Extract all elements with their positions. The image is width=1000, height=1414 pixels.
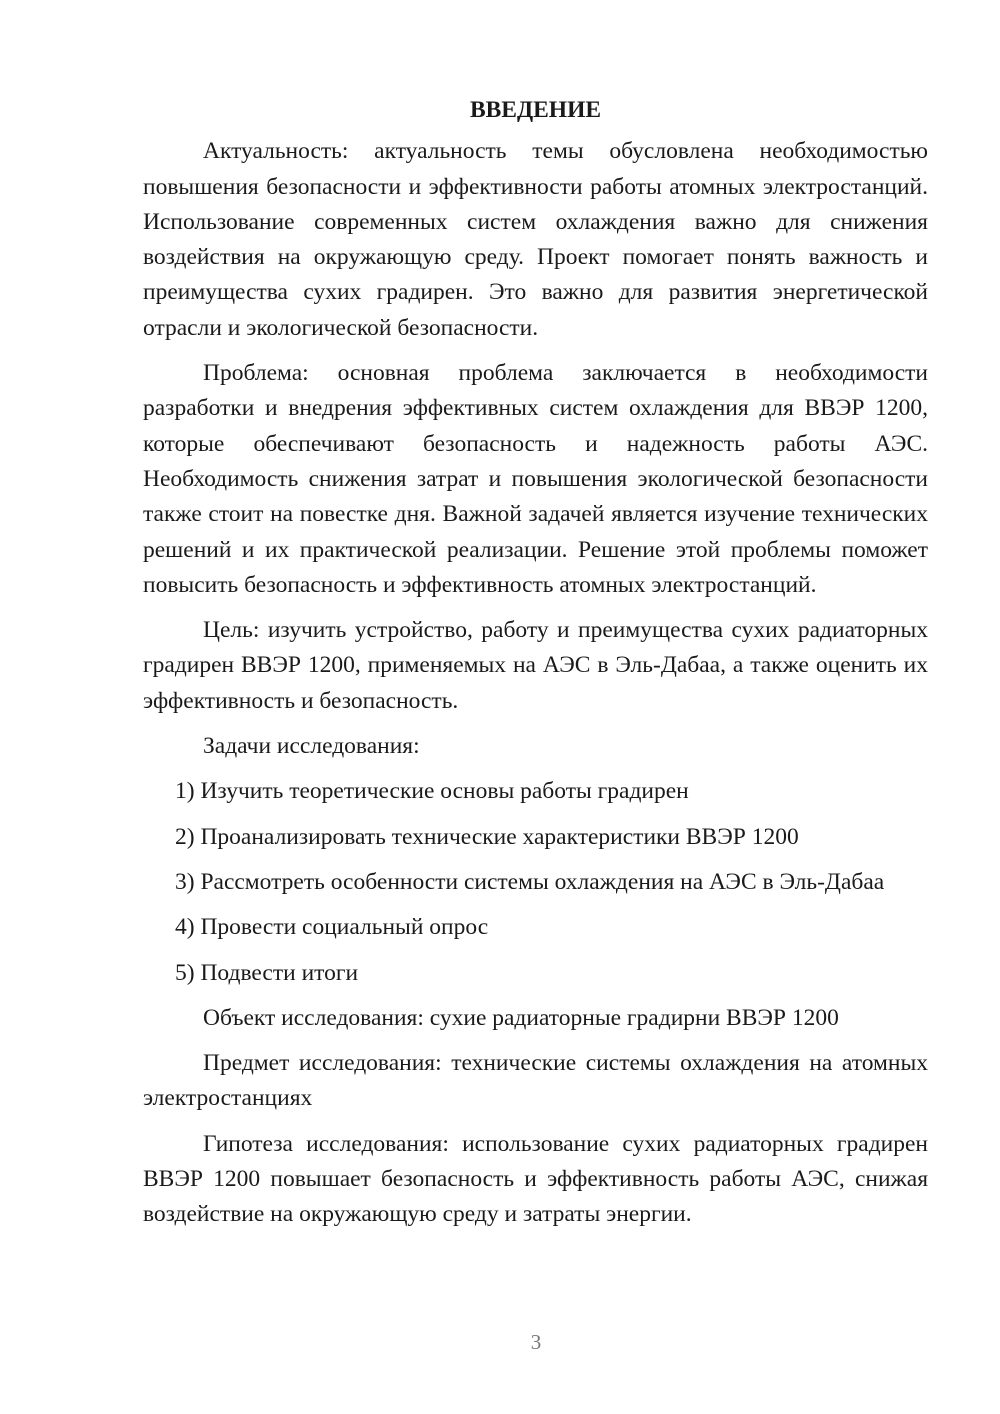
task-item: 3) Рассмотреть особенности системы охлаждения на АЭС в Эль-Дабаа	[175, 868, 885, 895]
problem-paragraph: Проблема: основная проблема заключается в необходимости разработки и внедрения эффективных систем охлаждения для ВВЭР 1200, которые обеспечивают безопасность и надежность работы АЭС. Необходимость снижения затрат и повышения экологической безопасности также стоит на повестке дня. Важной задачей является изучение технических решений и их практической реализации. Решение этой проблемы поможет повысить безопасность и эффективность атомных электростанций.	[143, 360, 928, 598]
task-item: 4) Провести социальный опрос	[175, 914, 489, 941]
task-item: 2) Проанализировать технические характеристики ВВЭР 1200	[175, 823, 799, 850]
hypothesis-paragraph: Гипотеза исследования: использование сухих радиаторных градирен ВВЭР 1200 повышает безопасность и эффективность работы АЭС, снижая воздействие на окружающую среду и затраты энергии.	[143, 1130, 928, 1228]
relevance-paragraph: Актуальность: актуальность темы обусловлена необходимостью повышения безопасности и эффективности работы атомных электростанций. Использование современных систем охлаждения важно для снижения воздействия на окружающую среду. Проект помогает понять важность и преимущества сухих градирен. Это важно для развития энергетической отрасли и экологической безопасности.	[143, 138, 928, 341]
task-item: 1) Изучить теоретические основы работы градирен	[175, 778, 689, 805]
object-paragraph: Объект исследования: сухие радиаторные градирни ВВЭР 1200	[203, 1004, 839, 1031]
tasks-list	[143, 774, 928, 990]
page-number: 3	[530, 1330, 542, 1354]
tasks-heading: Задачи исследования:	[203, 733, 420, 760]
section-title: ВВЕДЕНИЕ	[469, 97, 602, 123]
subject-paragraph: Предмет исследования: технические системы охлаждения на атомных электростанциях	[143, 1050, 928, 1112]
page-body	[143, 93, 928, 1243]
goal-paragraph: Цель: изучить устройство, работу и преимущества сухих радиаторных градирен ВВЭР 1200, применяемых на АЭС в Эль-Дабаа, а также оценить их эффективность и безопасность.	[143, 617, 928, 714]
task-item: 5) Подвести итоги	[175, 959, 359, 986]
